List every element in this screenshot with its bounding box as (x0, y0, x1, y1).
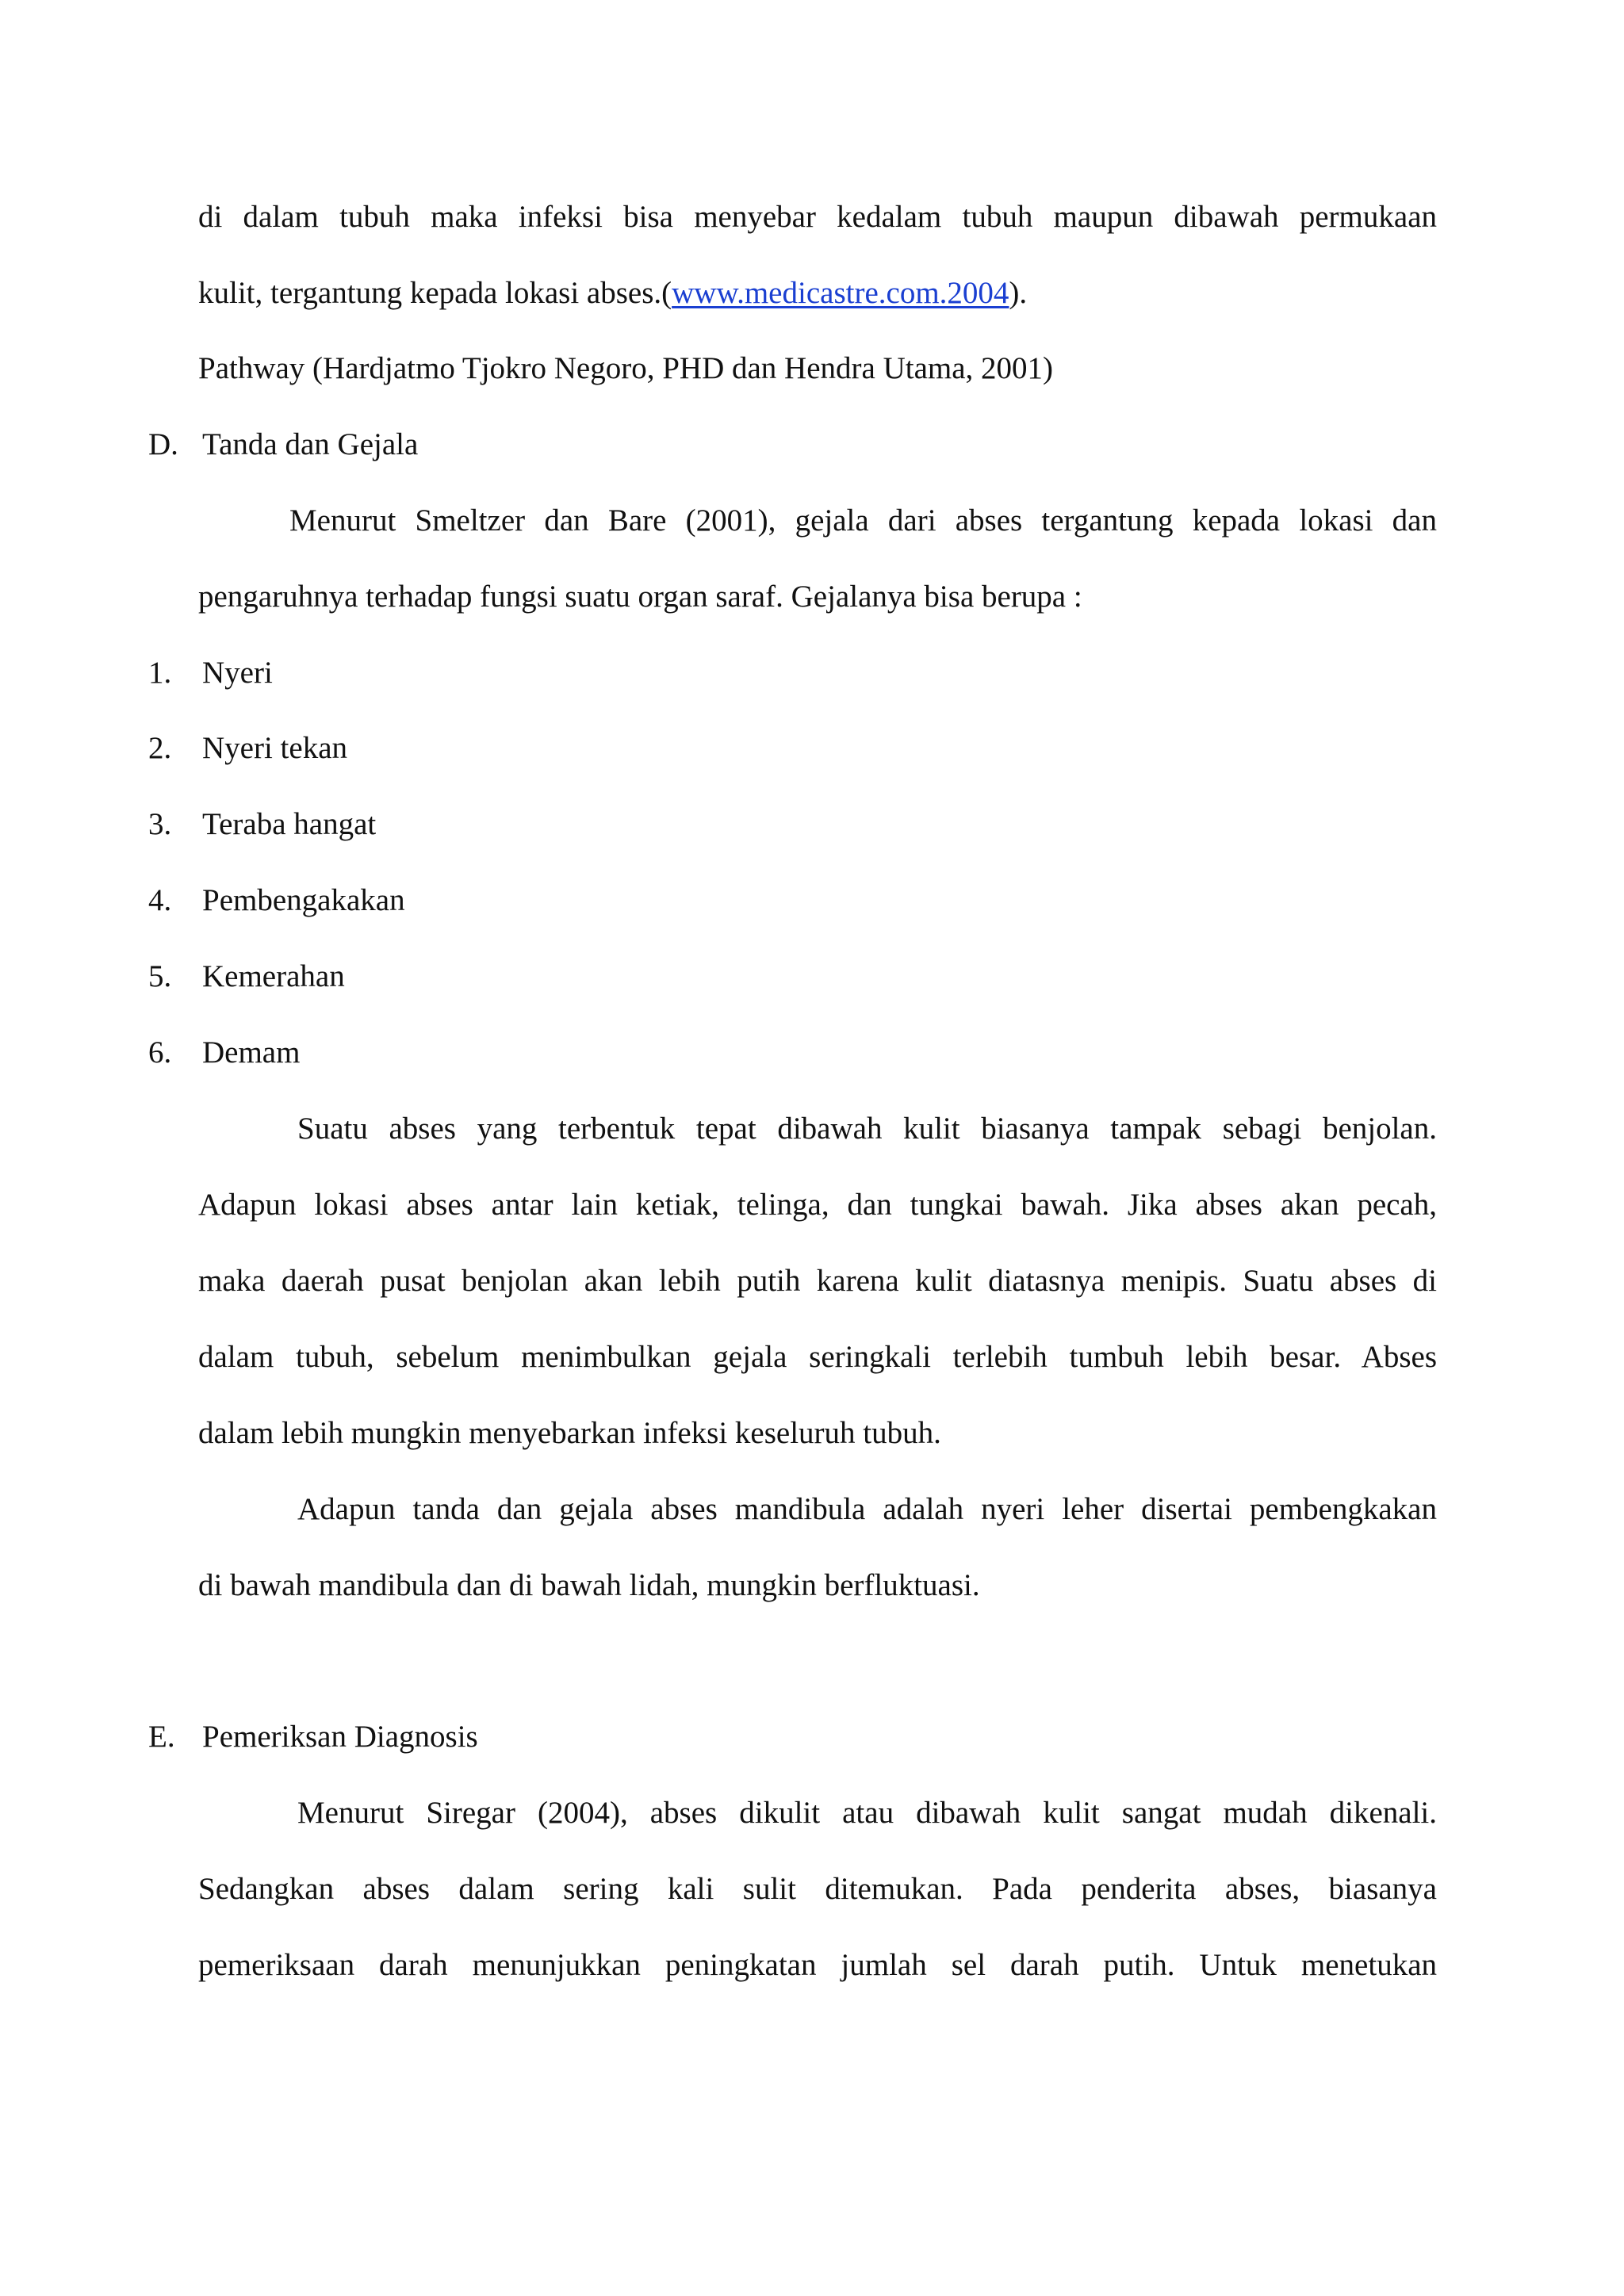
section-d-letter: D. (148, 427, 178, 461)
section-d-para1-line1: Menurut Smeltzer dan Bare (2001), gejala dari abses tergantung kepada lokasi dan (289, 503, 1437, 538)
list-item-number: 3. (148, 807, 172, 841)
list-item-number: 6. (148, 1035, 172, 1070)
section-d-para3-line: Adapun tanda dan gejala abses mandibula adalah nyeri leher disertai pembengkakan (297, 1492, 1437, 1526)
list-item: Nyeri (202, 656, 273, 690)
source-link[interactable]: www.medicastre.com.2004 (672, 276, 1009, 310)
pathway-reference: Pathway (Hardjatmo Tjokro Negoro, PHD dan Hendra Utama, 2001) (198, 351, 1054, 385)
section-e-para1-line: pemeriksaan darah menunjukkan peningkatan jumlah sel darah putih. Untuk menetukan (198, 1948, 1437, 1982)
section-d-para2-line: dalam tubuh, sebelum menimbulkan gejala seringkali terlebih tumbuh lebih besar. Abses (198, 1340, 1437, 1374)
section-d-para2-line: dalam lebih mungkin menyebarkan infeksi keseluruh tubuh. (198, 1416, 941, 1450)
intro-line-2-prefix: kulit, tergantung kepada lokasi abses.( (198, 276, 672, 310)
intro-line-2-suffix: ). (1009, 276, 1028, 310)
list-item: Pembengakakan (202, 883, 405, 917)
section-d-para2-line: Adapun lokasi abses antar lain ketiak, telinga, dan tungkai bawah. Jika abses akan pecah, (198, 1188, 1437, 1222)
section-e-heading: Pemeriksan Diagnosis (202, 1720, 478, 1754)
section-d-para3-line: di bawah mandibula dan di bawah lidah, mungkin berfluktuasi. (198, 1568, 980, 1602)
section-d-para2-line: Suatu abses yang terbentuk tepat dibawah kulit biasanya tampak sebagi benjolan. (297, 1112, 1437, 1146)
section-e-letter: E. (148, 1720, 175, 1754)
section-d-heading: Tanda dan Gejala (202, 427, 419, 461)
list-item: Kemerahan (202, 959, 345, 993)
section-d-para1-line2: pengaruhnya terhadap fungsi suatu organ saraf. Gejalanya bisa berupa : (198, 580, 1082, 614)
section-e-para1-line: Menurut Siregar (2004), abses dikulit atau dibawah kulit sangat mudah dikenali. (297, 1796, 1437, 1830)
section-d-para2-line: maka daerah pusat benjolan akan lebih putih karena kulit diatasnya menipis. Suatu abses di (198, 1264, 1437, 1298)
list-item-number: 2. (148, 731, 172, 765)
list-item-number: 4. (148, 883, 172, 917)
list-item: Teraba hangat (202, 807, 377, 841)
intro-line-1: di dalam tubuh maka infeksi bisa menyebar kedalam tubuh maupun dibawah permukaan (198, 200, 1437, 234)
list-item: Demam (202, 1035, 301, 1070)
intro-line-2 (198, 274, 1027, 312)
list-item: Nyeri tekan (202, 731, 348, 765)
list-item-number: 5. (148, 959, 172, 993)
section-e-para1-line: Sedangkan abses dalam sering kali sulit ditemukan. Pada penderita abses, biasanya (198, 1872, 1437, 1906)
list-item-number: 1. (148, 656, 172, 690)
